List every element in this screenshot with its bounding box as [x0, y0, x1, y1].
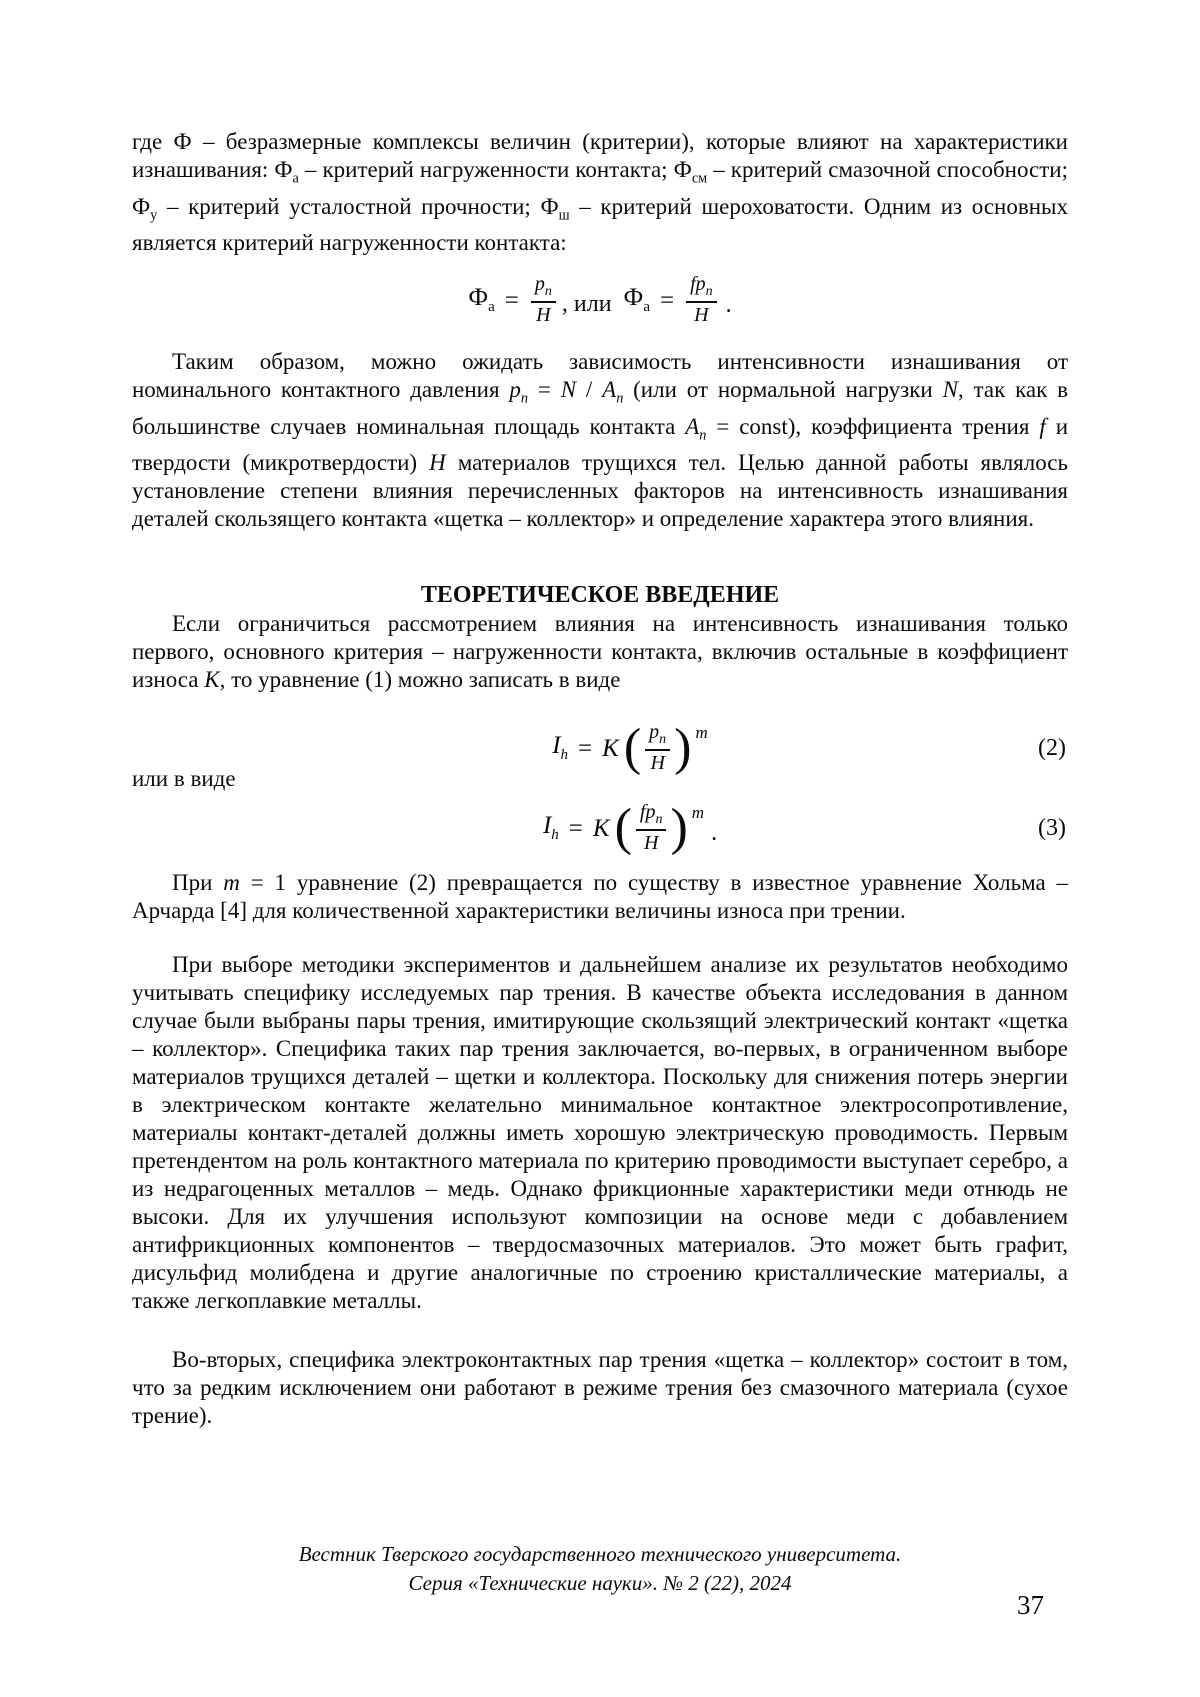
text-run: , то уравнение (1) можно записать в виде — [219, 667, 621, 692]
var-p: p — [649, 720, 660, 743]
var-i: I — [542, 812, 552, 839]
text-run: = const), коэффициента трения — [706, 413, 1040, 439]
text-run: При — [172, 870, 224, 895]
var-n-load: N — [560, 377, 577, 402]
phi-subscript: а — [488, 299, 495, 315]
fraction-denominator — [694, 303, 708, 326]
subscript-h: h — [560, 747, 569, 763]
paragraph-methodology — [132, 951, 1068, 1315]
page-number: 37 — [1017, 1590, 1044, 1620]
text-run: – критерий смазочной способности; Ф — [132, 157, 1068, 219]
var-k: K — [592, 814, 610, 842]
var-n-subscript: n — [544, 283, 552, 299]
paragraph-wear-dependence — [132, 348, 1068, 533]
text-run: где Ф – безразмерные комплексы величин (критерии), которые влияют на характеристики изнашивания: Ф — [132, 129, 1068, 182]
subscript-n: n — [699, 427, 707, 444]
fraction-numerator — [645, 722, 670, 752]
equals-sign: = — [578, 734, 593, 762]
var-p: p — [534, 272, 545, 295]
paragraph-if-limited — [132, 610, 1068, 694]
var-h: H — [643, 832, 659, 855]
var-fp: fp — [690, 272, 706, 295]
var-a: A — [685, 413, 700, 439]
var-p: p — [509, 377, 521, 402]
period: . — [711, 820, 718, 846]
fraction-numerator — [686, 274, 717, 304]
text-run: – критерий нагруженности контакта; Ф — [298, 157, 692, 182]
var-h: H — [536, 304, 551, 327]
left-parenthesis: ( — [623, 719, 642, 777]
subscript-h: h — [551, 827, 559, 843]
text-run: = — [528, 377, 561, 402]
paragraph-criteria-definition — [132, 128, 1068, 257]
text-run: или в виде — [132, 766, 236, 791]
var-f: f — [1039, 413, 1046, 439]
subscript-n: n — [520, 390, 529, 407]
var-a: A — [602, 377, 617, 402]
subscript-n: n — [616, 390, 624, 407]
text-run: и твердости (микротвердости) — [132, 413, 1068, 476]
text-run: Во-вторых, специфика электроконтактных пар трения «щетка – коллектор» состоит в том, что за редким исключением они работают в режиме трения без смазочного материала (сухое трение). — [132, 1347, 1068, 1428]
footer-line-2: Серия «Технические науки». № 2 (22), 2024 — [408, 1571, 792, 1595]
exponent-m: m — [695, 722, 708, 742]
exponent-m: m — [691, 802, 705, 822]
left-parenthesis: ( — [614, 799, 632, 857]
paragraph-secondly — [132, 1346, 1068, 1430]
fraction-denominator — [644, 831, 658, 854]
text-run: При выборе методики экспериментов и дальнейшем анализе их результатов необходимо учитывать специфику исследуемых пар трения. В качестве объекта исследования в данном случае были выбраны пары трения, имитирующие скользящий электрический контакт «щетка – коллектор». Специфика таких пар трения заключается, во-первых, в ограниченном выборе материалов трущихся деталей – щетки и коллектора. Поскольку для снижения потерь энергии в электрическом контакте желательно минимальное контактное электросопротивление, материалы контакт-деталей должны иметь хорошую электрическую проводимость. Первым претендентом на роль контактного материала по критерию проводимости выступает серебро, а из недрагоценных металлов – медь. Однако фрикционные характеристики меди отнюдь не высоки. Для их улучшения используют композиции на основе меди с добавлением антифрикционных компонентов – твердосмазочных материалов. Это может быть графит, дисульфид молибдена и другие аналогичные по строению кристаллические материалы, а также легкоплавкие металлы. — [132, 952, 1068, 1313]
var-k: K — [204, 667, 220, 692]
text-or: , или — [561, 291, 612, 317]
text-run: – критерий шероховатости. Одним из основных является критерий нагруженности контакта: — [132, 193, 1068, 256]
var-m: m — [223, 870, 240, 895]
text-run: Если ограничиться рассмотрением влияния на интенсивность изнашивания только первого, основного критерия – нагруженности контакта, включив остальные в коэффициент износа — [132, 611, 1068, 692]
equation-number: (2) — [1038, 735, 1066, 761]
subscript-a: а — [292, 170, 299, 187]
var-ih — [543, 813, 559, 843]
phi: Ф — [468, 284, 489, 311]
period: . — [725, 292, 732, 318]
phi-a-symbol — [468, 285, 494, 315]
var-fp: fp — [639, 800, 656, 823]
text-run: Таким образом, можно ожидать зависимость интенсивности изнашивания от номинального контактного давления — [132, 349, 1068, 402]
subscript-u: у — [150, 207, 158, 224]
subscript-sm: см — [691, 170, 708, 187]
text-run: = 1 уравнение (2) превращается по существу в известное уравнение Хольма – Арчарда [4] для количественной характеристики величины износа при трении. — [132, 870, 1069, 923]
var-h: H — [429, 450, 446, 476]
fraction-numerator — [531, 274, 556, 304]
var-h: H — [650, 752, 665, 775]
phi: Ф — [623, 284, 644, 311]
right-parenthesis: ) — [670, 799, 688, 857]
var-i: I — [552, 732, 561, 759]
fraction-pn-over-h — [531, 274, 556, 327]
paragraph-holm-archard — [132, 869, 1068, 925]
equation-number: (3) — [1038, 815, 1066, 841]
text-run: , так как в большинстве случаев номинальная площадь контакта — [132, 377, 1068, 439]
text-run: / — [576, 377, 603, 402]
subscript-sh: ш — [558, 207, 570, 224]
equals-sign: = — [568, 814, 583, 842]
equals-sign: = — [504, 286, 519, 314]
var-n-subscript: n — [655, 811, 663, 827]
phi-a-symbol — [624, 285, 650, 315]
phi-subscript: а — [643, 299, 650, 315]
text-run: (или от нормальной нагрузки — [623, 377, 943, 402]
equals-sign: = — [659, 286, 675, 314]
fraction-fpn-over-h — [686, 274, 717, 327]
equation-body — [468, 274, 731, 327]
var-ih — [552, 733, 568, 763]
var-h: H — [694, 304, 709, 327]
equation-body — [542, 799, 718, 857]
var-n-subscript: n — [659, 731, 667, 747]
section-heading-theoretical-introduction: ТЕОРЕТИЧЕСКОЕ ВВЕДЕНИЕ — [420, 582, 780, 608]
var-n-subscript: n — [705, 283, 713, 299]
fraction-denominator — [536, 303, 550, 326]
var-n-load: N — [942, 377, 958, 402]
footer-line-1: Вестник Тверского государственного технического университета. — [298, 1542, 902, 1566]
text-run: материалов трущихся тел. Целью данной работы являлось установление степени влияния перечисленных факторов на интенсивность изнашивания деталей скользящего контакта «щетка – коллектор» и определение характера этого влияния. — [132, 450, 1069, 532]
equation-3 — [132, 788, 1068, 868]
text-run: – критерий усталостной прочности; Ф — [157, 193, 559, 219]
fraction-fpn-over-h — [636, 802, 667, 855]
fraction-numerator — [636, 802, 667, 832]
equation-phi-criterion — [132, 258, 1068, 342]
var-k: K — [602, 734, 619, 762]
right-parenthesis: ) — [674, 719, 692, 777]
